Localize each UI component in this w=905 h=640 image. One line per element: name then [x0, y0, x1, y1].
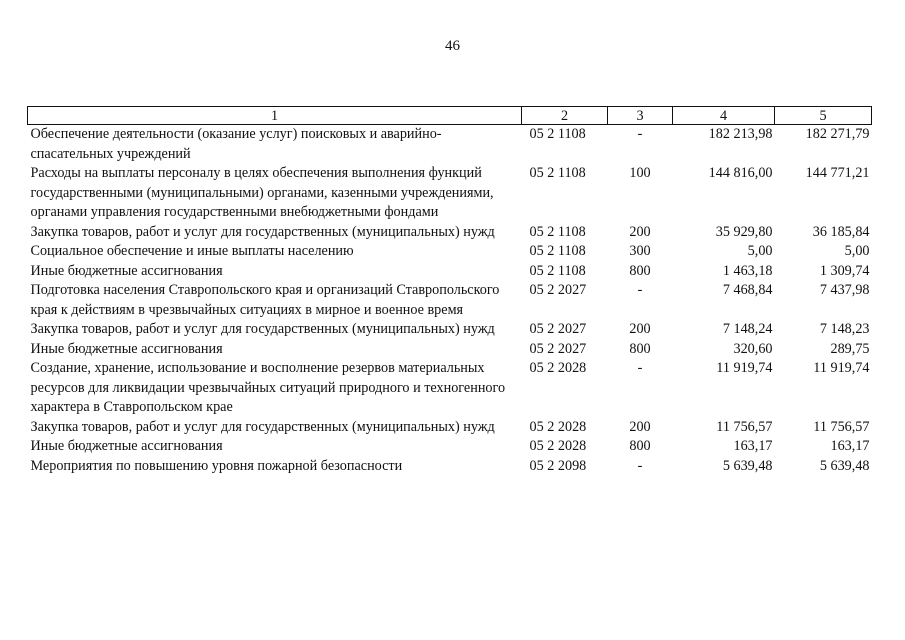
table-row	[28, 164, 872, 223]
header-col-3: 3	[608, 107, 673, 125]
row-amount-col-4: 5,00	[747, 243, 773, 259]
row-amount-col-5: 182 271,79	[805, 126, 870, 142]
row-amount-col-5: 7 148,23	[819, 321, 870, 337]
row-name: Закупка товаров, работ и услуг для государственных (муниципальных) нужд	[30, 321, 495, 337]
row-target-code: 05 2 1108	[529, 243, 586, 259]
row-expense-type: -	[637, 282, 643, 298]
row-expense-type: 200	[629, 418, 651, 435]
table-row	[28, 242, 872, 262]
row-target-code: 05 2 2027	[529, 321, 587, 337]
row-target-code: 05 2 1108	[529, 262, 586, 279]
row-amount-col-4: 144 816,00	[708, 165, 773, 181]
table-row	[28, 125, 872, 165]
row-name: Иные бюджетные ассигнования	[30, 262, 223, 279]
row-amount-col-4: 320,60	[733, 340, 773, 357]
table-row	[28, 457, 872, 477]
row-expense-type: 200	[629, 321, 651, 337]
row-amount-col-5: 5,00	[844, 243, 870, 259]
row-expense-type: 200	[629, 223, 651, 240]
row-expense-type: -	[637, 360, 643, 376]
row-amount-col-5: 11 919,74	[813, 360, 870, 376]
row-amount-col-5: 5 639,48	[819, 457, 870, 474]
table-row	[28, 359, 872, 418]
row-target-code: 05 2 2098	[529, 457, 587, 474]
row-name: Иные бюджетные ассигнования	[30, 438, 223, 454]
page-number: 46	[445, 38, 460, 54]
row-name: Закупка товаров, работ и услуг для государственных (муниципальных) нужд	[30, 223, 495, 240]
table-row	[28, 281, 872, 320]
row-name: Иные бюджетные ассигнования	[30, 340, 223, 357]
row-expense-type: 800	[629, 438, 651, 454]
row-amount-col-4: 163,17	[733, 438, 773, 454]
row-expense-type: 100	[629, 165, 651, 181]
row-amount-col-5: 1 309,74	[819, 262, 870, 279]
row-amount-col-5: 163,17	[830, 438, 870, 454]
row-amount-col-4: 1 463,18	[722, 262, 773, 279]
row-amount-col-4: 7 148,24	[722, 321, 773, 337]
row-target-code: 05 2 2028	[529, 418, 587, 435]
row-target-code: 05 2 1108	[529, 223, 586, 240]
row-name: Обеспечение деятельности (оказание услуг) поисковых и аварийно-спасательных учреждений	[30, 126, 442, 162]
row-amount-col-5: 144 771,21	[805, 165, 870, 181]
row-amount-col-4: 35 929,80	[715, 223, 773, 240]
row-expense-type: -	[637, 126, 643, 142]
row-amount-col-5: 11 756,57	[813, 418, 870, 435]
row-target-code: 05 2 1108	[529, 126, 586, 142]
row-target-code: 05 2 1108	[529, 165, 586, 181]
row-name: Расходы на выплаты персоналу в целях обеспечения выполнения функций государственными (муниципальными) органами, казенными учреждениями, органами управления государственными внебюджетными фондами	[30, 165, 494, 220]
header-col-5: 5	[775, 107, 872, 125]
row-amount-col-5: 289,75	[830, 340, 870, 357]
table-row	[28, 418, 872, 438]
row-target-code: 05 2 2028	[529, 360, 587, 376]
row-name: Социальное обеспечение и иные выплаты населению	[30, 243, 354, 259]
table-row	[28, 320, 872, 340]
row-expense-type: 800	[629, 262, 651, 279]
row-name: Закупка товаров, работ и услуг для государственных (муниципальных) нужд	[30, 418, 495, 435]
header-col-4: 4	[673, 107, 775, 125]
row-target-code: 05 2 2027	[529, 340, 587, 357]
table-row	[28, 437, 872, 457]
table-row	[28, 223, 872, 243]
header-col-2: 2	[522, 107, 608, 125]
table-row	[28, 340, 872, 360]
row-amount-col-4: 182 213,98	[708, 126, 773, 142]
row-expense-type: 800	[629, 340, 651, 357]
table-body	[28, 125, 872, 477]
row-name: Создание, хранение, использование и восполнение резервов материальных ресурсов для ликвидации чрезвычайных ситуаций природного и техногенного характера в Ставропольском крае	[30, 360, 506, 415]
row-amount-col-4: 5 639,48	[722, 457, 773, 474]
row-target-code: 05 2 2028	[529, 438, 587, 454]
row-name: Мероприятия по повышению уровня пожарной безопасности	[30, 457, 403, 474]
header-row	[28, 107, 872, 125]
row-expense-type: -	[637, 457, 643, 474]
row-amount-col-4: 11 756,57	[716, 418, 773, 435]
row-amount-col-5: 7 437,98	[819, 282, 870, 298]
header-col-1: 1	[28, 107, 522, 125]
row-target-code: 05 2 2027	[529, 282, 587, 298]
row-amount-col-4: 11 919,74	[716, 360, 773, 376]
row-expense-type: 300	[629, 243, 651, 259]
budget-table	[27, 106, 872, 476]
row-name: Подготовка населения Ставропольского края и организаций Ставропольского края к действиям в чрезвычайных ситуациях в мирное и военное время	[30, 282, 500, 318]
row-amount-col-4: 7 468,84	[722, 282, 773, 298]
table-row	[28, 262, 872, 282]
row-amount-col-5: 36 185,84	[812, 223, 870, 240]
